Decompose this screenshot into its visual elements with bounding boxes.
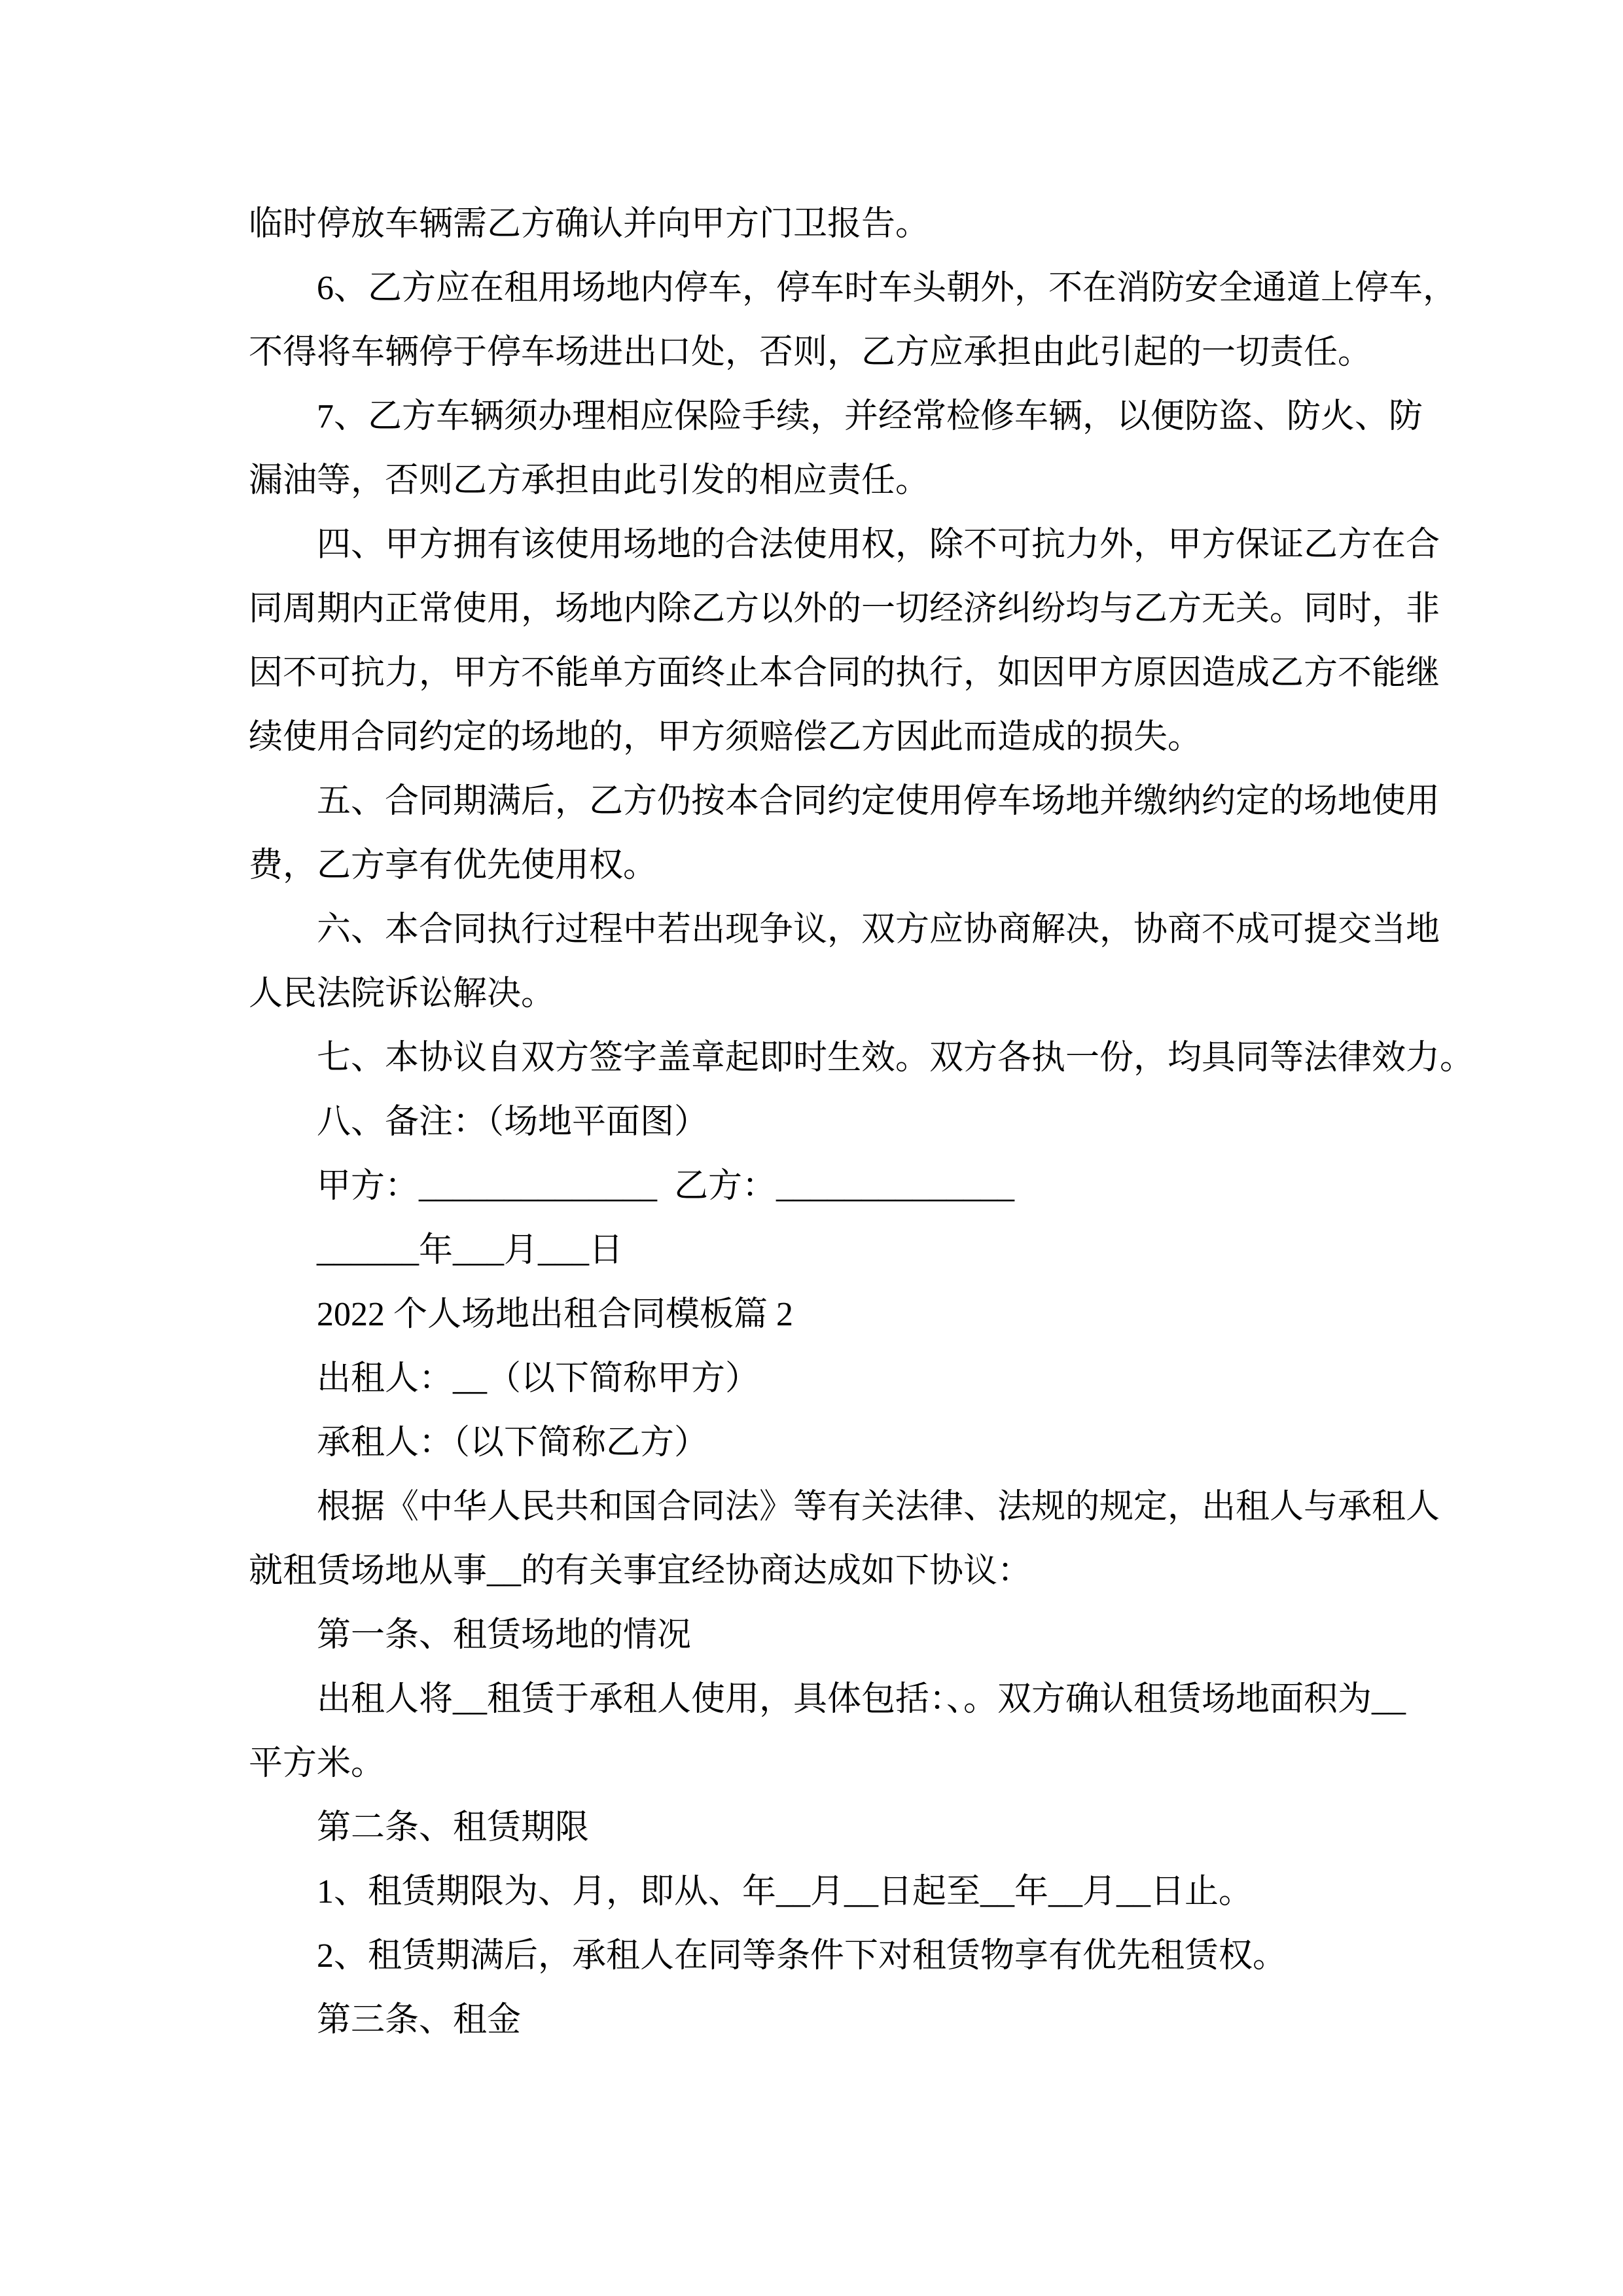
text-line: 1、租赁期限为、月，即从、年__月__日起至__年__月__日止。 (317, 1873, 1253, 1910)
text-line: 2、租赁期满后，承租人在同等条件下对租赁物享有优先租赁权。 (317, 1937, 1287, 1975)
text-line: 就租赁场地从事__的有关事宜经协商达成如下协议： (249, 1552, 1032, 1590)
text-line: 第一条、租赁场地的情况 (317, 1617, 692, 1654)
text-line: 人民法院诉讼解决。 (249, 975, 556, 1013)
text-line: 6、乙方应在租用场地内停车，停车时车头朝外，不在消防安全通道上停车， (317, 270, 1457, 307)
text-line: 四、甲方拥有该使用场地的合法使用权，除不可抗力外，甲方保证乙方在合 (317, 526, 1440, 564)
text-line: ______年___月___日 (317, 1232, 624, 1269)
text-line: 漏油等，否则乙方承担由此引发的相应责任。 (249, 462, 930, 499)
text-line: 五、合同期满后，乙方仍按本合同约定使用停车场地并缴纳约定的场地使用 (317, 783, 1440, 820)
text-line: 出租人：__（以下简称甲方） (317, 1360, 760, 1397)
text-line: 根据《中华人民共和国合同法》等有关法律、法规的规定，出租人与承租人 (317, 1488, 1440, 1526)
text-line: 费，乙方享有优先使用权。 (249, 847, 658, 884)
contract-document (249, 192, 1474, 2053)
text-line: 续使用合同约定的场地的，甲方须赔偿乙方因此而造成的损失。 (249, 719, 1202, 756)
text-line: 临时停放车辆需乙方确认并向甲方门卫报告。 (249, 206, 930, 243)
text-line: 2022 个人场地出租合同模板篇 2 (317, 1296, 794, 1333)
text-line: 第二条、租赁期限 (317, 1809, 590, 1846)
text-line: 八、备注：（场地平面图） (317, 1103, 709, 1141)
text-line: 第三条、租金 (317, 2001, 522, 2039)
text-line: 7、乙方车辆须办理相应保险手续，并经常检修车辆，以便防盗、防火、防 (317, 398, 1423, 435)
text-line: 不得将车辆停于停车场进出口处，否则，乙方应承担由此引起的一切责任。 (249, 334, 1372, 371)
text-line: 同周期内正常使用，场地内除乙方以外的一切经济纠纷均与乙方无关。同时，非 (249, 590, 1440, 628)
text-line: 六、本合同执行过程中若出现争议，双方应协商解决，协商不成可提交当地 (317, 911, 1440, 948)
text-line: 甲方：______________ 乙方：______________ (317, 1168, 1015, 1205)
text-line: 因不可抗力，甲方不能单方面终止本合同的执行，如因甲方原因造成乙方不能继 (249, 655, 1440, 692)
text-line: 平方米。 (249, 1745, 385, 1782)
text-line: 七、本协议自双方签字盖章起即时生效。双方各执一份，均具同等法律效力。 (317, 1039, 1474, 1077)
text-line: 出租人将__租赁于承租人使用，具体包括：、。双方确认租赁场地面积为__ (317, 1681, 1406, 1718)
text-line: 承租人：（以下简称乙方） (317, 1424, 709, 1462)
